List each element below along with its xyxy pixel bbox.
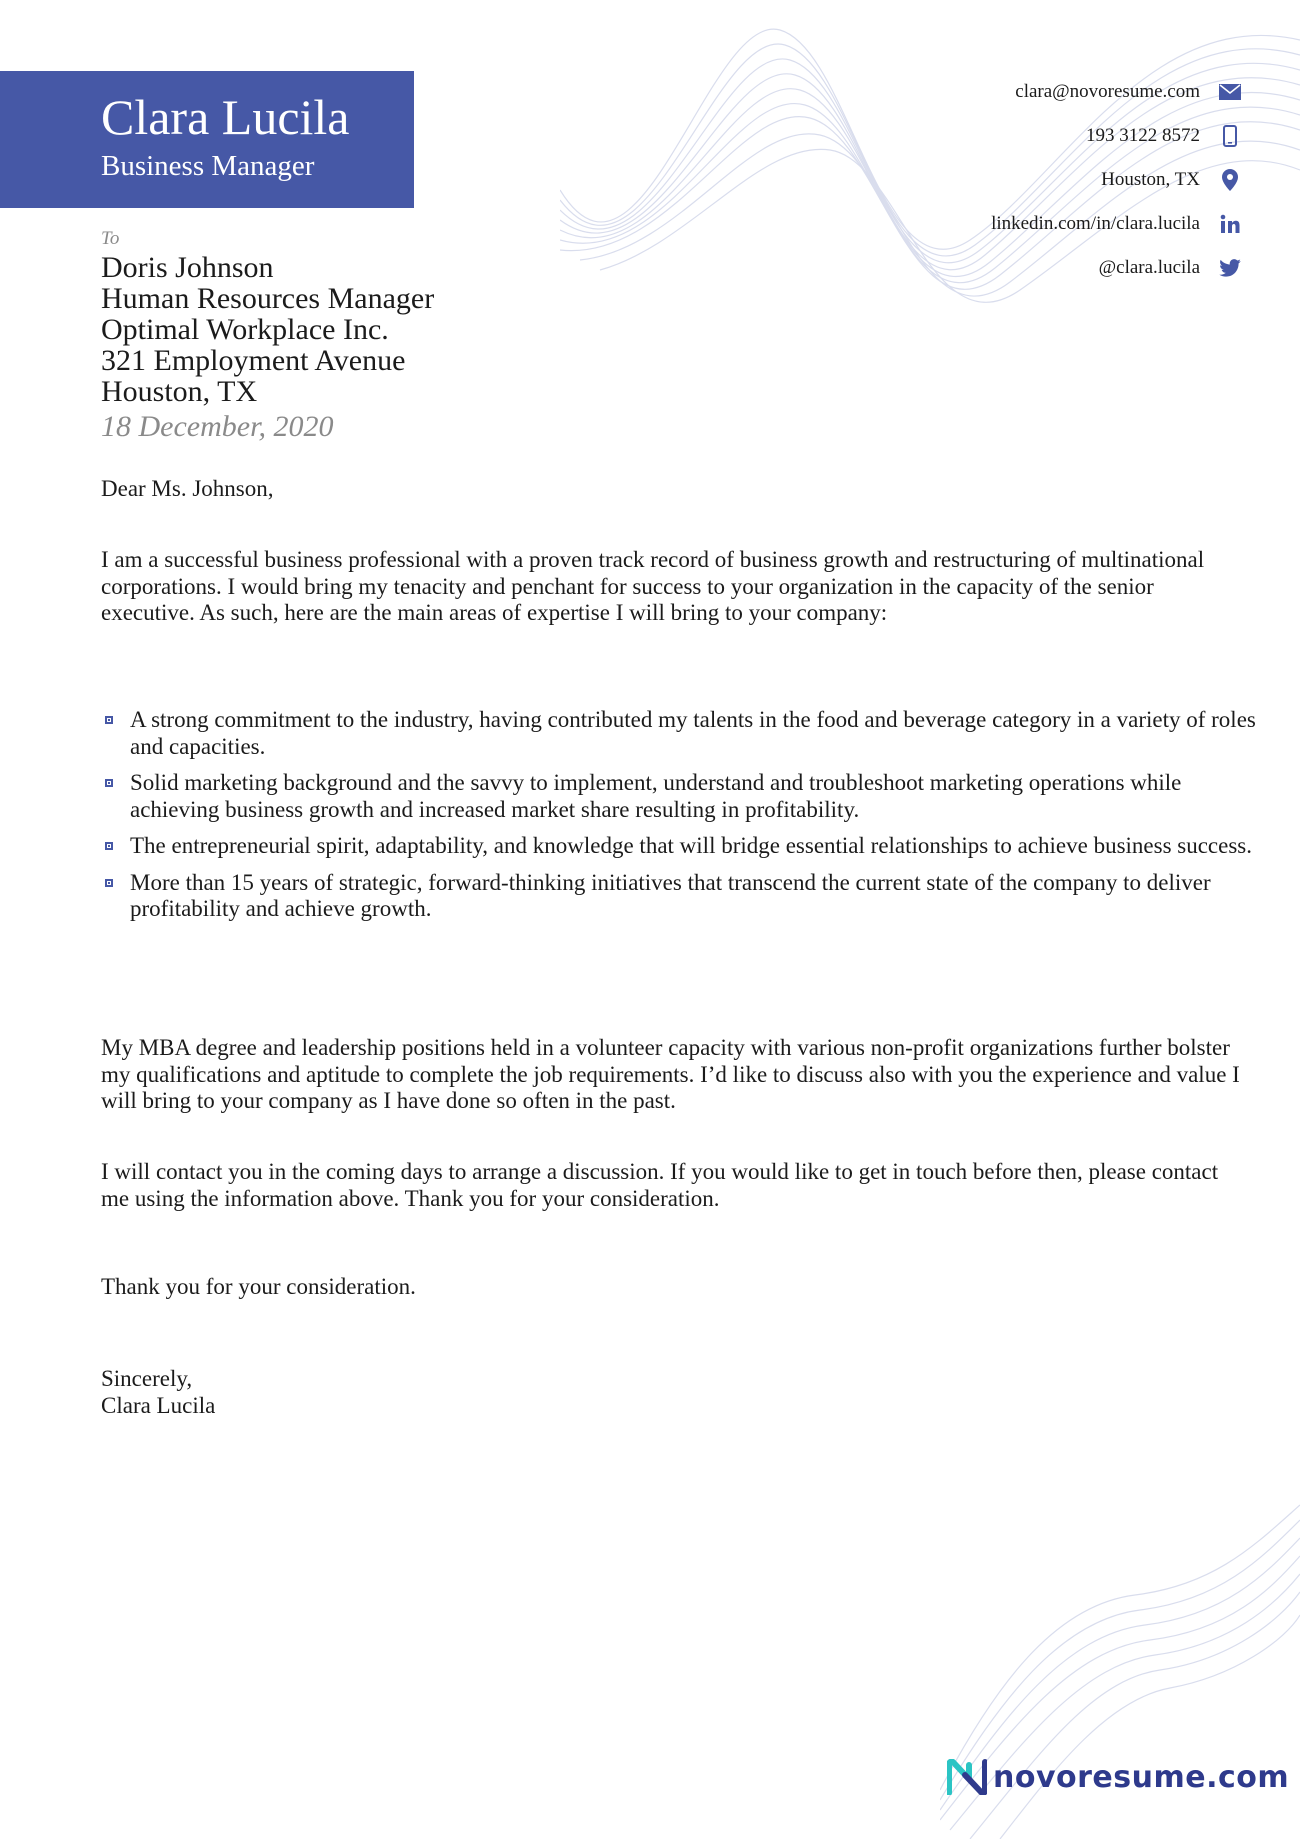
square-bullet-icon [105, 842, 113, 850]
square-bullet-icon [105, 879, 113, 887]
letter-date: 18 December, 2020 [101, 410, 334, 443]
contact-twitter[interactable] [882, 246, 1242, 290]
list-item [101, 770, 1261, 823]
contact-email-text[interactable]: clara@novoresume.com [1015, 81, 1200, 102]
closing-block [101, 1366, 1251, 1419]
contact-linkedin[interactable] [882, 202, 1242, 246]
recipient-block [101, 252, 434, 407]
list-item [101, 707, 1261, 760]
contact-linkedin-text[interactable]: linkedin.com/in/clara.lucila [991, 213, 1200, 234]
bullet-text: The entrepreneurial spirit, adaptability, and knowledge that will bridge essential relationships to achieve business success. [130, 833, 1252, 858]
recipient-city: Houston, TX [101, 375, 258, 408]
salutation: Dear Ms. Johnson, [101, 476, 274, 501]
contact-phone[interactable] [882, 114, 1242, 158]
mail-icon [1218, 80, 1242, 104]
contact-phone-text[interactable]: 193 3122 8572 [1086, 125, 1200, 146]
brand-logo[interactable] [947, 1757, 1289, 1797]
contact-location [882, 158, 1242, 202]
square-bullet-icon [105, 716, 113, 724]
contact-list [882, 70, 1242, 290]
bullet-text: A strong commitment to the industry, having contributed my talents in the food and beverage category in a variety of roles and capacities. [130, 707, 1256, 759]
mba-paragraph: My MBA degree and leadership positions held in a volunteer capacity with various non-profit organizations further bolster my qualifications and aptitude to complete the job requirements. I’d like to discuss also with you the experience and value I will bring to your company as I have done so often in the past. [101, 1035, 1240, 1113]
contact-paragraph: I will contact you in the coming days to arrange a discussion. If you would like to get in touch before then, please contact me using the information above. Thank you for your consideration. [101, 1159, 1219, 1211]
contact-location-text: Houston, TX [1101, 169, 1200, 190]
intro-paragraph: I am a successful business professional with a proven track record of business growth and restructuring of multinational corporations. I would bring my tenacity and penchant for success to your organization in the capacity of the senior executive. As such, here are the main areas of expertise I will bring to your company: [101, 547, 1205, 625]
contact-twitter-text[interactable]: @clara.lucila [1098, 257, 1200, 278]
recipient-company: Optimal Workplace Inc. [101, 313, 389, 346]
signature-name: Clara Lucila [101, 1392, 216, 1418]
applicant-name: Clara Lucila [101, 89, 350, 145]
expertise-list [101, 707, 1261, 933]
recipient-street: 321 Employment Avenue [101, 344, 406, 377]
list-item [101, 833, 1261, 860]
closing-line: Sincerely, [101, 1366, 193, 1391]
square-bullet-icon [105, 779, 113, 787]
novoresume-logo-icon [947, 1759, 987, 1795]
twitter-icon [1218, 256, 1242, 280]
contact-email[interactable] [882, 70, 1242, 114]
recipient-name: Doris Johnson [101, 251, 274, 284]
location-pin-icon [1218, 168, 1242, 192]
phone-icon [1218, 124, 1242, 148]
brand-text: novoresume.com [993, 1759, 1290, 1795]
linkedin-icon [1218, 212, 1242, 236]
recipient-title: Human Resources Manager [101, 282, 435, 315]
bullet-text: More than 15 years of strategic, forward-thinking initiatives that transcend the current state of the company to deliver profitability and achieve growth. [130, 869, 1211, 921]
bullet-text: Solid marketing background and the savvy to implement, understand and troubleshoot marketing operations while achieving business growth and increased market share resulting in profitability. [130, 770, 1182, 822]
applicant-role: Business Manager [101, 150, 315, 182]
to-label: To [101, 228, 120, 249]
header-banner [0, 71, 414, 208]
list-item [101, 870, 1261, 923]
thanks-paragraph: Thank you for your consideration. [101, 1274, 416, 1299]
